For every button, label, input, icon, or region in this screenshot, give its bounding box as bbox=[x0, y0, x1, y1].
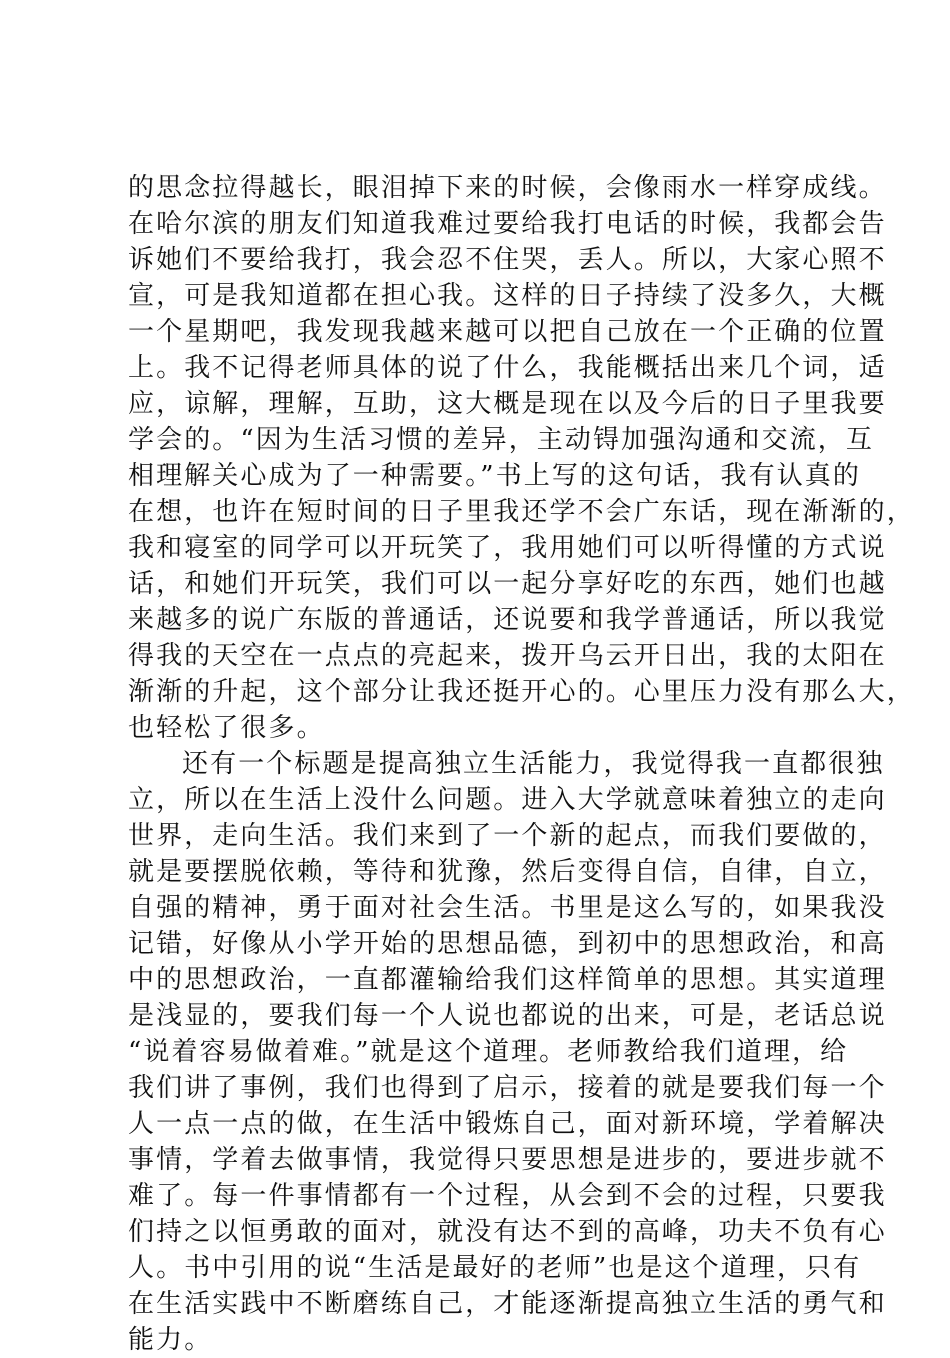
document-body bbox=[128, 170, 915, 1358]
text-line: 人。书中引用的说“生活是最好的老师”也是这个道理，只有 bbox=[128, 1253, 862, 1283]
text-line: 话，和她们开玩笑，我们可以一起分享好吃的东西，她们也越 bbox=[128, 569, 887, 599]
text-line: 还有一个标题是提高独立生活能力，我觉得我一直都很独 bbox=[182, 749, 885, 779]
text-line: 的思念拉得越长，眼泪掉下来的时候，会像雨水一样穿成线。 bbox=[128, 173, 887, 203]
text-line: 学会的。“因为生活习惯的差异，主动锝加强沟通和交流，互 bbox=[128, 425, 874, 455]
text-line: 应，谅解，理解，互助，这大概是现在以及今后的日子里我要 bbox=[128, 389, 887, 419]
text-line: 们持之以恒勇敢的面对，就没有达不到的高峰，功夫不负有心 bbox=[128, 1217, 887, 1247]
text-line: 诉她们不要给我打，我会忍不住哭，丢人。所以，大家心照不 bbox=[128, 245, 887, 275]
text-line: 能力。 bbox=[128, 1325, 213, 1355]
text-line: 也轻松了很多。 bbox=[128, 713, 325, 743]
text-line: 难了。每一件事情都有一个过程，从会到不会的过程，只要我 bbox=[128, 1181, 887, 1211]
text-line: 上。我不记得老师具体的说了什么，我能概括出来几个词，适 bbox=[128, 353, 887, 383]
paragraph-1 bbox=[128, 170, 915, 746]
text-line: 在生活实践中不断磨练自己，才能逐渐提高独立生活的勇气和 bbox=[128, 1289, 887, 1319]
text-line: 事情，学着去做事情，我觉得只要思想是进步的，要进步就不 bbox=[128, 1145, 887, 1175]
text-line: 一个星期吧，我发现我越来越可以把自己放在一个正确的位置 bbox=[128, 317, 887, 347]
text-line: 来越多的说广东版的普通话，还说要和我学普通话，所以我觉 bbox=[128, 605, 887, 635]
text-line: 记错，好像从小学开始的思想品德，到初中的思想政治，和高 bbox=[128, 929, 887, 959]
text-line: “说着容易做着难。”就是这个道理。老师教给我们道理，给 bbox=[128, 1037, 849, 1067]
text-line: 渐渐的升起，这个部分让我还挺开心的。心里压力没有那么大， bbox=[128, 677, 915, 707]
text-line: 我们讲了事例，我们也得到了启示，接着的就是要我们每一个 bbox=[128, 1073, 887, 1103]
text-line: 在想，也许在短时间的日子里我还学不会广东话，现在渐渐的， bbox=[128, 497, 915, 527]
text-line: 立，所以在生活上没什么问题。进入大学就意味着独立的走向 bbox=[128, 785, 887, 815]
text-line: 我和寝室的同学可以开玩笑了，我用她们可以听得懂的方式说 bbox=[128, 533, 887, 563]
text-line: 是浅显的，要我们每一个人说也都说的出来，可是，老话总说 bbox=[128, 1001, 887, 1031]
text-line: 中的思想政治，一直都灌输给我们这样简单的思想。其实道理 bbox=[128, 965, 887, 995]
text-line: 世界，走向生活。我们来到了一个新的起点，而我们要做的， bbox=[128, 821, 887, 851]
text-line: 在哈尔滨的朋友们知道我难过要给我打电话的时候，我都会告 bbox=[128, 209, 887, 239]
text-line: 宣，可是我知道都在担心我。这样的日子持续了没多久，大概 bbox=[128, 281, 887, 311]
paragraph-2 bbox=[128, 746, 887, 1358]
text-line: 得我的天空在一点点的亮起来，拨开乌云开日出，我的太阳在 bbox=[128, 641, 887, 671]
text-line: 自强的精神，勇于面对社会生活。书里是这么写的，如果我没 bbox=[128, 893, 887, 923]
text-line: 相理解关心成为了一种需要。”书上写的这句话，我有认真的 bbox=[128, 461, 861, 491]
text-line: 就是要摆脱依赖，等待和犹豫，然后变得自信，自律，自立， bbox=[128, 857, 887, 887]
text-line: 人一点一点的做，在生活中锻炼自己，面对新环境，学着解决 bbox=[128, 1109, 887, 1139]
